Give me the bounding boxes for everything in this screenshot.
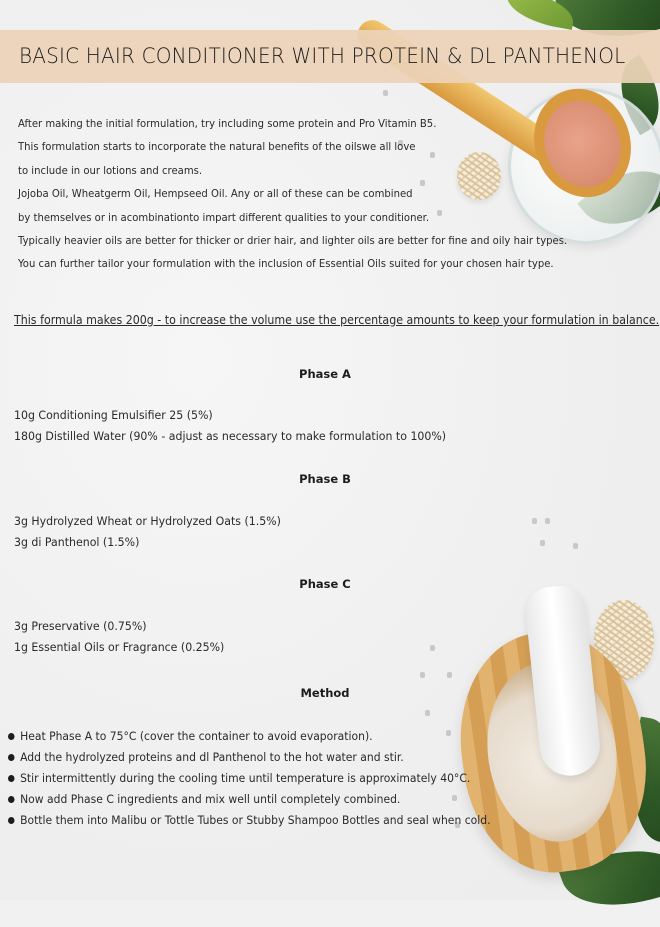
method-step bbox=[8, 789, 491, 810]
method-step-text: Stir intermittently during the cooling time until temperature is approximately 40°C. bbox=[20, 771, 471, 785]
phase-c-ingredients bbox=[14, 616, 240, 658]
method-step-text: Bottle them into Malibu or Tottle Tubes or Stubby Shampoo Bottles and seal when cold. bbox=[20, 813, 491, 827]
method-step bbox=[8, 726, 491, 747]
intro-line: by themselves or in acombinationto impart different qualities to your conditioner. bbox=[18, 211, 430, 224]
method-steps bbox=[8, 726, 527, 831]
ingredient-item: 1g Essential Oils or Fragrance (0.25%) bbox=[14, 640, 225, 654]
bullet-icon bbox=[8, 733, 15, 740]
formula-volume-note: This formula makes 200g - to increase the volume use the percentage amounts to keep your formulation in balance. bbox=[14, 313, 660, 327]
method-step bbox=[8, 810, 491, 831]
intro-line: to include in our lotions and creams. bbox=[18, 164, 203, 177]
phase-a-ingredients bbox=[14, 405, 479, 447]
ingredient-item: 3g Preservative (0.75%) bbox=[14, 619, 147, 633]
ingredient-item: 3g di Panthenol (1.5%) bbox=[14, 535, 140, 549]
method-step bbox=[8, 768, 491, 789]
bullet-icon bbox=[8, 817, 15, 824]
bullet-icon bbox=[8, 754, 15, 761]
phase-b-ingredients bbox=[14, 511, 301, 553]
ingredient-item: 180g Distilled Water (90% - adjust as necessary to make formulation to 100%) bbox=[14, 429, 447, 443]
intro-line: After making the initial formulation, try including some protein and Pro Vitamin B5. bbox=[18, 118, 437, 130]
method-step-text: Heat Phase A to 75°C (cover the container to avoid evaporation). bbox=[20, 729, 373, 743]
page-title: BASIC HAIR CONDITIONER WITH PROTEIN & DL PANTHENOL bbox=[19, 44, 626, 69]
ingredient-item: 3g Hydrolyzed Wheat or Hydrolyzed Oats (1.5%) bbox=[14, 514, 281, 528]
phase-c-heading: Phase C bbox=[299, 577, 351, 591]
intro-line: This formulation starts to incorporate the natural benefits of the oilswe all love bbox=[18, 141, 416, 154]
bullet-icon bbox=[8, 775, 15, 782]
intro-line: Jojoba Oil, Wheatgerm Oil, Hempseed Oil. Any or all of these can be combined bbox=[18, 188, 413, 201]
intro-line: You can further tailor your formulation with the inclusion of Essential Oils suited for your chosen hair type. bbox=[18, 258, 554, 271]
ingredient-item: 10g Conditioning Emulsifier 25 (5%) bbox=[14, 408, 213, 422]
phase-a-heading: Phase A bbox=[299, 367, 351, 381]
method-step-text: Now add Phase C ingredients and mix well until completely combined. bbox=[20, 792, 401, 806]
method-heading: Method bbox=[300, 686, 350, 700]
phase-b-heading: Phase B bbox=[299, 472, 351, 486]
bullet-icon bbox=[8, 796, 15, 803]
method-step bbox=[8, 747, 491, 768]
method-step-text: Add the hydrolyzed proteins and dl Panthenol to the hot water and stir. bbox=[20, 750, 404, 764]
intro-paragraph bbox=[18, 113, 596, 277]
intro-line: Typically heavier oils are better for thicker or drier hair, and lighter oils are better for fine and oily hair types. bbox=[18, 235, 568, 248]
